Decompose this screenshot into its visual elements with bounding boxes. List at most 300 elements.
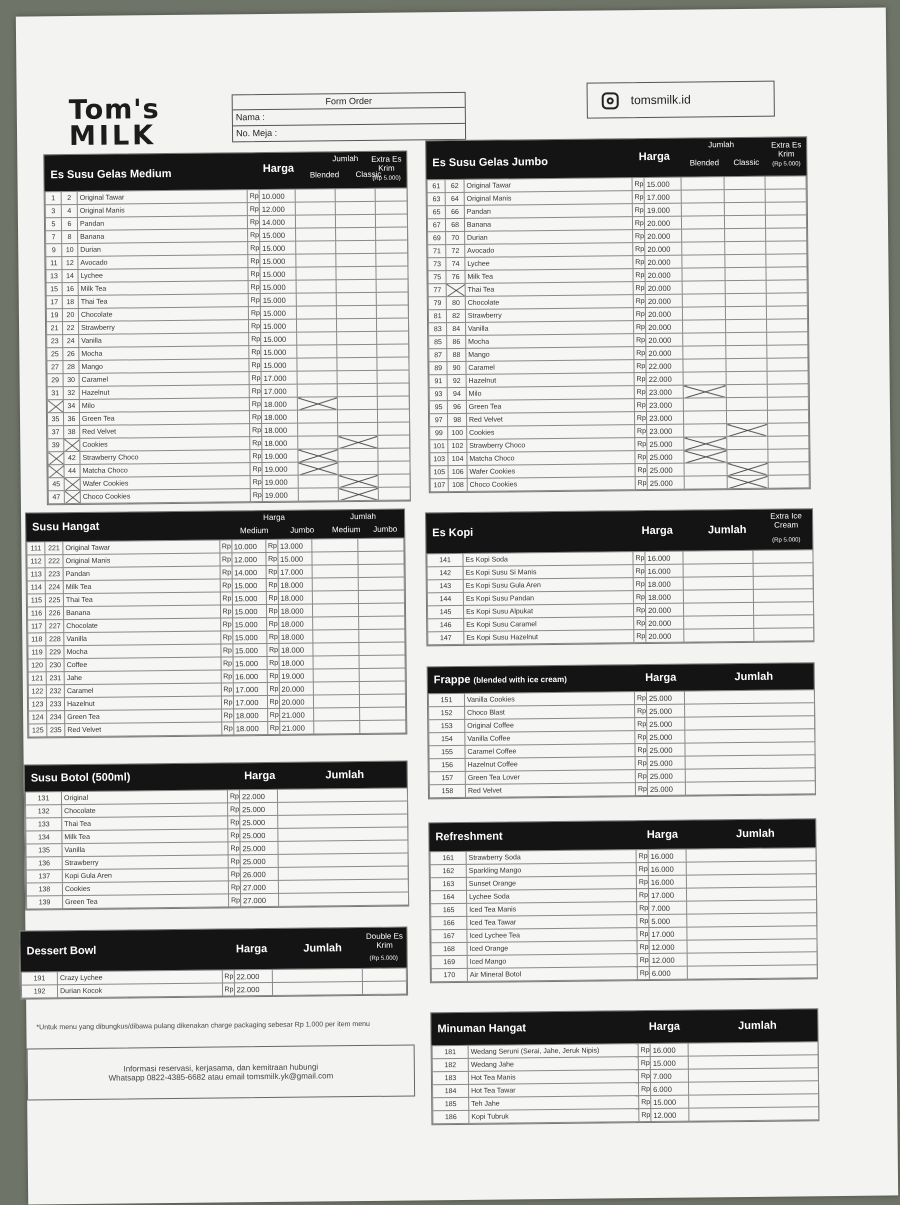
qty-extra[interactable] [376,318,408,331]
currency-label: Rp [635,770,647,783]
qty-extra[interactable] [765,176,806,189]
qty-blended[interactable] [298,423,338,436]
qty-extra[interactable] [377,383,409,396]
qty-blended[interactable] [296,293,336,306]
qty-blended[interactable] [297,371,337,384]
currency-label: Rp [267,656,279,669]
qty-extra[interactable] [767,384,808,397]
qty-blended[interactable] [684,437,727,450]
qty-blended[interactable] [682,242,725,255]
qty-classic[interactable] [726,371,767,384]
form-meja-field[interactable]: No. Meja : [235,127,278,139]
code-jumbo-medium: 42 [64,451,80,464]
code-medium: 29 [47,374,63,387]
code: 139 [27,896,63,909]
qty-classic[interactable] [338,448,378,461]
code: 186 [433,1110,469,1123]
qty-extra[interactable] [378,435,410,448]
price-medium: 15.000 [232,630,266,643]
qty-medium[interactable] [313,721,359,734]
qty[interactable] [684,615,754,629]
qty-blended[interactable] [296,319,336,332]
qty-extra[interactable] [765,202,806,215]
qty-classic[interactable] [726,384,767,397]
qty-extra[interactable] [768,436,809,449]
qty-classic[interactable] [335,201,375,214]
qty-extra[interactable] [768,449,809,462]
qty-medium[interactable] [313,682,359,695]
code-jumbo: 232 [46,685,64,698]
qty-extra[interactable] [376,266,408,279]
qty-medium[interactable] [312,539,358,552]
item-name: Chocolate [64,618,221,633]
price-medium: 12.000 [231,553,265,566]
qty-classic[interactable] [337,370,377,383]
qty-medium[interactable] [312,617,358,630]
currency-label: Rp [634,617,646,630]
currency-label: Rp [639,1095,651,1108]
qty-blended[interactable] [295,215,335,228]
qty-jumbo[interactable] [358,616,404,629]
form-nama-field[interactable]: Nama : [233,108,465,126]
qty-classic[interactable] [336,266,376,279]
qty-medium[interactable] [312,578,358,591]
qty-medium[interactable] [313,669,359,682]
qty-blended[interactable] [682,281,725,294]
qty-blended[interactable] [298,449,338,462]
code: 158 [429,784,465,797]
item-name: Milo [79,398,249,413]
qty-extra[interactable] [766,267,807,280]
qty-extra[interactable] [376,292,408,305]
qty[interactable] [685,716,815,730]
price: 15.000 [261,358,297,371]
qty[interactable] [278,827,408,841]
code: 166 [431,916,467,929]
qty-blended[interactable] [682,255,725,268]
code-jumbo: 228 [46,633,64,646]
code-1: 71 [428,245,447,258]
qty-classic[interactable] [337,396,377,409]
item-name: Choco Cookies [467,477,635,492]
qty-extra[interactable] [753,589,813,603]
qty-blended[interactable] [298,462,338,475]
qty-blended[interactable] [295,189,335,202]
currency-label: Rp [267,669,279,682]
qty-classic[interactable] [337,383,377,396]
currency-label: Rp [637,967,649,980]
qty-classic[interactable] [726,358,767,371]
item-name: Caramel [64,683,221,698]
qty-extra[interactable] [754,615,814,629]
qty-blended[interactable] [297,358,337,371]
qty-classic[interactable] [725,293,766,306]
qty-extra[interactable] [376,227,408,240]
qty-extra[interactable] [378,461,410,474]
qty-classic[interactable] [726,345,767,358]
qty-extra[interactable] [767,345,808,358]
qty-extra[interactable] [767,332,808,345]
qty-extra[interactable] [767,410,808,423]
contact-info-box [27,1044,416,1100]
code-medium: 35 [47,413,63,426]
item-name: Mocha [79,346,249,361]
code-jumbo: 231 [46,672,64,685]
qty-medium[interactable] [312,552,358,565]
code: 185 [433,1097,469,1110]
qty-classic[interactable] [336,292,376,305]
code-medium: 122 [28,685,46,698]
qty[interactable] [685,703,815,717]
qty-classic[interactable] [726,319,767,332]
price: 27.000 [240,880,278,893]
item-name: Pandan [464,204,632,219]
code-jumbo: 234 [47,711,65,724]
qty-extra[interactable] [377,370,409,383]
currency-label: Rp [248,229,260,242]
qty-classic[interactable] [338,461,378,474]
qty-classic[interactable] [335,188,375,201]
code-1: 93 [429,388,448,401]
qty-classic[interactable] [727,462,768,475]
qty-jumbo[interactable] [359,681,405,694]
qty-blended[interactable] [297,384,337,397]
item-name: Teh Jahe [469,1096,639,1111]
qty-classic[interactable] [336,240,376,253]
price: 25.000 [240,828,278,841]
qty-blended[interactable] [682,268,725,281]
qty-classic[interactable] [725,267,766,280]
qty-blended[interactable] [683,333,726,346]
qty[interactable] [272,969,362,983]
qty-jumbo[interactable] [358,577,404,590]
dessert-table [21,968,407,999]
currency-label: Rp [634,347,646,360]
qty-medium[interactable] [312,565,358,578]
price: 12.000 [651,1108,689,1121]
qty-jumbo[interactable] [358,603,404,616]
code: 137 [26,870,62,883]
qty-blended[interactable] [296,267,336,280]
currency-label: Rp [637,915,649,928]
qty-classic[interactable] [727,423,768,436]
qty-classic[interactable] [336,318,376,331]
qty-blended[interactable] [683,398,726,411]
qty-blended[interactable] [683,320,726,333]
price: 22.000 [234,982,272,995]
qty-classic[interactable] [726,332,767,345]
qty-classic[interactable] [727,475,768,488]
qty-blended[interactable] [684,450,727,463]
price-jumbo: 18.000 [278,604,312,617]
qty-extra[interactable] [376,253,408,266]
qty-blended[interactable] [681,190,724,203]
qty-extra[interactable] [766,293,807,306]
qty-classic[interactable] [725,306,766,319]
price: 19.000 [262,462,298,475]
instagram-icon [602,92,619,109]
qty-classic[interactable] [338,422,378,435]
qty-blended[interactable] [298,436,338,449]
qty-extra[interactable] [766,306,807,319]
qty-classic[interactable] [337,344,377,357]
qty-classic[interactable] [727,410,768,423]
currency-label: Rp [635,451,647,464]
qty-classic[interactable] [725,241,766,254]
code-jumbo: 224 [45,581,63,594]
qty-extra[interactable] [377,396,409,409]
qty-double[interactable] [362,981,406,994]
qty[interactable] [683,563,753,577]
qty-extra[interactable] [378,487,410,500]
currency-label: Rp [247,203,259,216]
qty-medium[interactable] [313,708,359,721]
qty-extra[interactable] [766,228,807,241]
qty-blended[interactable] [298,488,338,501]
code-2: 68 [446,218,465,231]
qty[interactable] [278,892,408,906]
qty[interactable] [689,1107,819,1121]
code-2: 84 [447,322,466,335]
qty[interactable] [278,853,408,867]
qty-classic[interactable] [338,487,378,500]
qty-classic[interactable] [336,305,376,318]
code-medium: 115 [27,594,45,607]
qty-jumbo[interactable] [359,642,405,655]
qty-blended[interactable] [683,411,726,424]
qty-extra[interactable] [766,280,807,293]
code-jumbo-medium: 30 [63,373,79,386]
qty-medium[interactable] [313,656,359,669]
qty-extra[interactable] [377,357,409,370]
qty[interactable] [685,781,815,795]
currency-label: Rp [637,954,649,967]
qty-blended[interactable] [683,346,726,359]
currency-label: Rp [635,718,647,731]
qty-jumbo[interactable] [359,668,405,681]
qty-extra[interactable] [378,448,410,461]
qty-blended[interactable] [297,410,337,423]
currency-label: Rp [637,941,649,954]
qty-extra[interactable] [765,189,806,202]
currency-label: Rp [221,709,233,722]
table-row [430,475,809,492]
price: 25.000 [647,437,684,450]
qty-blended[interactable] [681,203,724,216]
qty-extra[interactable] [767,358,808,371]
code-medium: 111 [27,542,45,555]
qty-extra[interactable] [753,563,813,577]
qty-extra[interactable] [768,462,809,475]
qty-extra[interactable] [377,344,409,357]
qty[interactable] [683,602,753,616]
price: 17.000 [648,888,686,901]
qty-classic[interactable] [337,357,377,370]
currency-label: Rp [220,566,232,579]
qty-extra[interactable] [766,254,807,267]
qty-blended[interactable] [297,332,337,345]
qty-blended[interactable] [296,306,336,319]
qty-extra[interactable] [375,188,407,201]
qty-medium[interactable] [313,643,359,656]
item-name: Original Tawar [77,190,247,205]
qty-extra[interactable] [378,422,410,435]
qty-classic[interactable] [727,449,768,462]
qty-classic[interactable] [727,436,768,449]
code-2: 80 [447,296,466,309]
item-name: Cookies [80,437,250,452]
qty-classic[interactable] [335,214,375,227]
qty-blended[interactable] [683,385,726,398]
qty-extra[interactable] [377,331,409,344]
qty-medium[interactable] [312,630,358,643]
qty-blended[interactable] [297,345,337,358]
code-1: 61 [427,180,446,193]
qty[interactable] [683,589,753,603]
qty-extra[interactable] [767,397,808,410]
qty-medium[interactable] [312,591,358,604]
price: 6.000 [651,1082,689,1095]
qty[interactable] [687,965,817,979]
qty-blended[interactable] [684,463,727,476]
qty-blended[interactable] [298,475,338,488]
qty-blended[interactable] [295,202,335,215]
qty-double[interactable] [362,968,406,981]
qty-jumbo[interactable] [358,551,404,564]
qty-extra[interactable] [753,550,813,564]
qty-jumbo[interactable] [359,655,405,668]
code-medium: 123 [28,698,46,711]
qty-jumbo[interactable] [358,590,404,603]
qty-classic[interactable] [725,280,766,293]
qty-extra[interactable] [376,240,408,253]
code-jumbo-medium: 36 [63,412,79,425]
qty[interactable] [685,729,815,743]
qty-classic[interactable] [724,189,765,202]
qty-classic[interactable] [725,254,766,267]
qty-extra[interactable] [376,279,408,292]
qty-blended[interactable] [297,397,337,410]
qty-classic[interactable] [337,331,377,344]
qty-blended[interactable] [296,241,336,254]
qty-blended[interactable] [681,177,724,190]
qty-blended[interactable] [682,294,725,307]
qty-extra[interactable] [768,423,809,436]
qty-medium[interactable] [313,695,359,708]
qty-classic[interactable] [724,215,765,228]
qty-jumbo[interactable] [360,720,406,733]
qty-blended[interactable] [684,476,727,489]
price-jumbo: 18.000 [278,630,312,643]
qty-classic[interactable] [336,227,376,240]
qty-blended[interactable] [684,424,727,437]
qty-extra[interactable] [375,201,407,214]
qty-extra[interactable] [767,371,808,384]
qty-blended[interactable] [682,229,725,242]
qty-jumbo[interactable] [359,707,405,720]
section-dessert-header: Dessert Bowl Harga Jumlah Double Es Krim (Rp 5.000) [20,928,406,972]
qty-extra[interactable] [376,305,408,318]
currency-label: Rp [635,744,647,757]
qty-extra[interactable] [753,602,813,616]
currency-label: Rp [249,385,261,398]
price: 15.000 [260,241,296,254]
qty-jumbo[interactable] [359,694,405,707]
code: 143 [427,579,463,592]
qty-extra[interactable] [768,475,809,488]
code-1: 83 [429,323,448,336]
currency-label: Rp [634,386,646,399]
qty-extra[interactable] [377,409,409,422]
qty-blended[interactable] [296,254,336,267]
qty-classic[interactable] [724,176,765,189]
item-name: Avocado [465,243,633,258]
code-jumbo-medium: 12 [62,256,78,269]
price: 14.000 [259,215,295,228]
qty[interactable] [684,628,754,642]
qty-blended[interactable] [296,228,336,241]
price-jumbo: 21.000 [279,721,313,734]
qty-extra[interactable] [767,319,808,332]
qty-jumbo[interactable] [358,564,404,577]
qty[interactable] [684,690,814,704]
qty-medium[interactable] [312,604,358,617]
qty-blended[interactable] [683,359,726,372]
qty-classic[interactable] [724,202,765,215]
qty-jumbo[interactable] [358,538,404,551]
item-name: Original Tawar [464,178,632,193]
item-name: Banana [78,229,248,244]
qty-classic[interactable] [336,279,376,292]
qty-extra[interactable] [765,215,806,228]
qty-classic[interactable] [338,474,378,487]
qty-blended[interactable] [681,216,724,229]
qty-classic[interactable] [725,228,766,241]
toms-milk-logo: Tom's MILK [68,94,160,153]
qty-extra[interactable] [766,241,807,254]
currency-label: Rp [635,477,647,490]
price-medium: 15.000 [232,579,266,592]
qty-extra[interactable] [754,628,814,642]
qty-classic[interactable] [726,397,767,410]
currency-label: Rp [638,1044,650,1057]
item-name: Green Tea Lover [465,770,635,785]
qty[interactable] [272,982,362,996]
price: 20.000 [645,255,682,268]
jumbo-table [427,175,810,492]
qty-blended[interactable] [683,372,726,385]
qty-jumbo[interactable] [359,629,405,642]
qty[interactable] [683,576,753,590]
qty-classic[interactable] [336,253,376,266]
qty-classic[interactable] [338,435,378,448]
qty-blended[interactable] [296,280,336,293]
code-jumbo-medium [64,477,80,490]
qty-extra[interactable] [753,576,813,590]
price: 16.000 [645,564,683,577]
qty[interactable] [278,840,408,854]
currency-label: Rp [637,902,649,915]
qty-classic[interactable] [337,409,377,422]
qty-extra[interactable] [378,474,410,487]
qty-extra[interactable] [375,214,407,227]
item-name: Lychee Soda [466,889,636,904]
section-botol-header: Susu Botol (500ml) Harga Jumlah [25,762,407,792]
price-medium: 14.000 [232,566,266,579]
qty[interactable] [683,550,753,564]
code-1: 95 [429,401,448,414]
qty-blended[interactable] [682,307,725,320]
